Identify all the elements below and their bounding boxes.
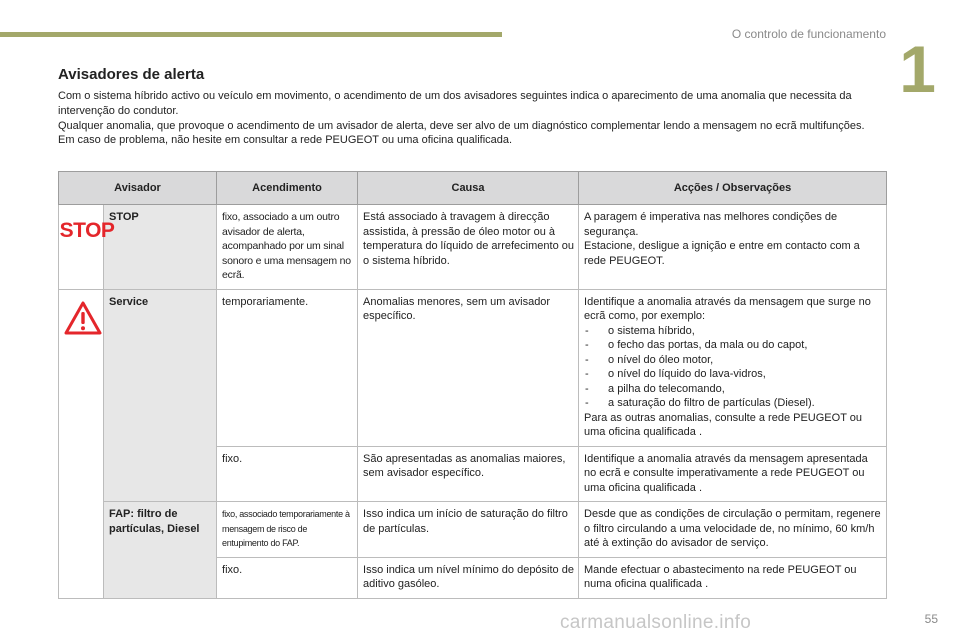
page-number: 55	[924, 612, 938, 626]
warning-name: STOP	[104, 205, 217, 290]
lighting-cell: fixo, associado temporariamente à mensagem de risco de entupimento do FAP.	[217, 502, 358, 558]
table-header-row	[59, 172, 887, 205]
list-item: - a pilha do telecomando,	[584, 382, 882, 397]
service-warning-triangle-icon	[64, 301, 102, 340]
intro-text	[58, 89, 888, 148]
header-accent-bar	[0, 32, 502, 37]
section-title: Avisadores de alerta	[58, 66, 205, 83]
header-accoes: Acções / Observações	[579, 172, 887, 205]
running-head: O controlo de funcionamento	[731, 27, 886, 41]
warning-lights-table	[58, 171, 887, 599]
action-text: Para as outras anomalias, consulte a rede PEUGEOT ou uma oficina qualificada .	[584, 411, 863, 438]
stop-icon-label: STOP	[59, 219, 115, 242]
action-text: Identifique a anomalia através da mensagem que surge no ecrã como, por exemplo:	[584, 295, 871, 322]
warning-name: Service	[104, 289, 217, 502]
stop-warning-icon	[59, 217, 115, 246]
list-item: - o sistema híbrido,	[584, 324, 882, 339]
chapter-number: 1	[899, 32, 936, 106]
list-item: - o fecho das portas, da mala ou do capot,	[584, 338, 882, 353]
cause-cell: São apresentadas as anomalias maiores, sem avisador específico.	[358, 446, 579, 502]
stop-icon-cell	[59, 205, 115, 290]
header-acendimento: Acendimento	[217, 172, 358, 205]
list-item: - a saturação do filtro de partículas (Diesel).	[584, 396, 882, 411]
action-cell: Identifique a anomalia através da mensagem apresentada no ecrã e consulte imperativamente a rede PEUGEOT ou uma oficina qualificada .	[579, 446, 887, 502]
action-text: Estacione, desligue a ignição e entre em contacto com a rede PEUGEOT.	[584, 240, 860, 267]
header-causa: Causa	[358, 172, 579, 205]
cause-cell: Está associado à travagem à direcção assistida, à pressão de óleo motor ou à temperatura do líquido de arrefecimento ou o sistema híbrido.	[358, 205, 579, 290]
warning-name: FAP: filtro de partículas, Diesel	[104, 502, 217, 599]
table-row	[59, 289, 887, 446]
table-row	[59, 205, 887, 290]
table-row	[59, 502, 887, 558]
action-cell	[579, 205, 887, 290]
watermark: carmanualsonline.info	[560, 612, 752, 633]
service-icon-cell	[59, 289, 104, 598]
cause-cell: Isso indica um nível mínimo do depósito de aditivo gasóleo.	[358, 557, 579, 598]
header-avisador: Avisador	[59, 172, 217, 205]
lighting-cell: fixo.	[217, 446, 358, 502]
action-list	[584, 324, 882, 411]
cause-cell: Anomalias menores, sem um avisador específico.	[358, 289, 579, 446]
action-cell: Desde que as condições de circulação o permitam, regenere o filtro circulando a uma velocidade de, no mínimo, 60 km/h até à extinção do avisador de serviço.	[579, 502, 887, 558]
action-cell	[579, 289, 887, 446]
intro-paragraph: Em caso de problema, não hesite em consultar a rede PEUGEOT ou uma oficina qualificada.	[58, 134, 513, 147]
lighting-cell: temporariamente.	[217, 289, 358, 446]
cause-cell: Isso indica um início de saturação do filtro de partículas.	[358, 502, 579, 558]
action-text: A paragem é imperativa nas melhores condições de segurança.	[584, 211, 838, 238]
list-item: - o nível do líquido do lava-vidros,	[584, 367, 882, 382]
intro-paragraph: Com o sistema híbrido activo ou veículo em movimento, o acendimento de um dos avisadores seguintes indica o aparecimento de uma anomalia que necessita da intervenção do condutor.	[58, 90, 852, 117]
lighting-cell: fixo, associado a um outro avisador de alerta, acompanhado por um sinal sonoro e uma mensagem no ecrã.	[217, 205, 358, 290]
list-item: - o nível do óleo motor,	[584, 353, 882, 368]
action-cell: Mande efectuar o abastecimento na rede PEUGEOT ou numa oficina qualificada .	[579, 557, 887, 598]
lighting-cell: fixo.	[217, 557, 358, 598]
intro-paragraph: Qualquer anomalia, que provoque o acendimento de um avisador de alerta, deve ser alvo de um diagnóstico complementar lendo a mensagem no ecrã multifunções.	[58, 119, 865, 132]
